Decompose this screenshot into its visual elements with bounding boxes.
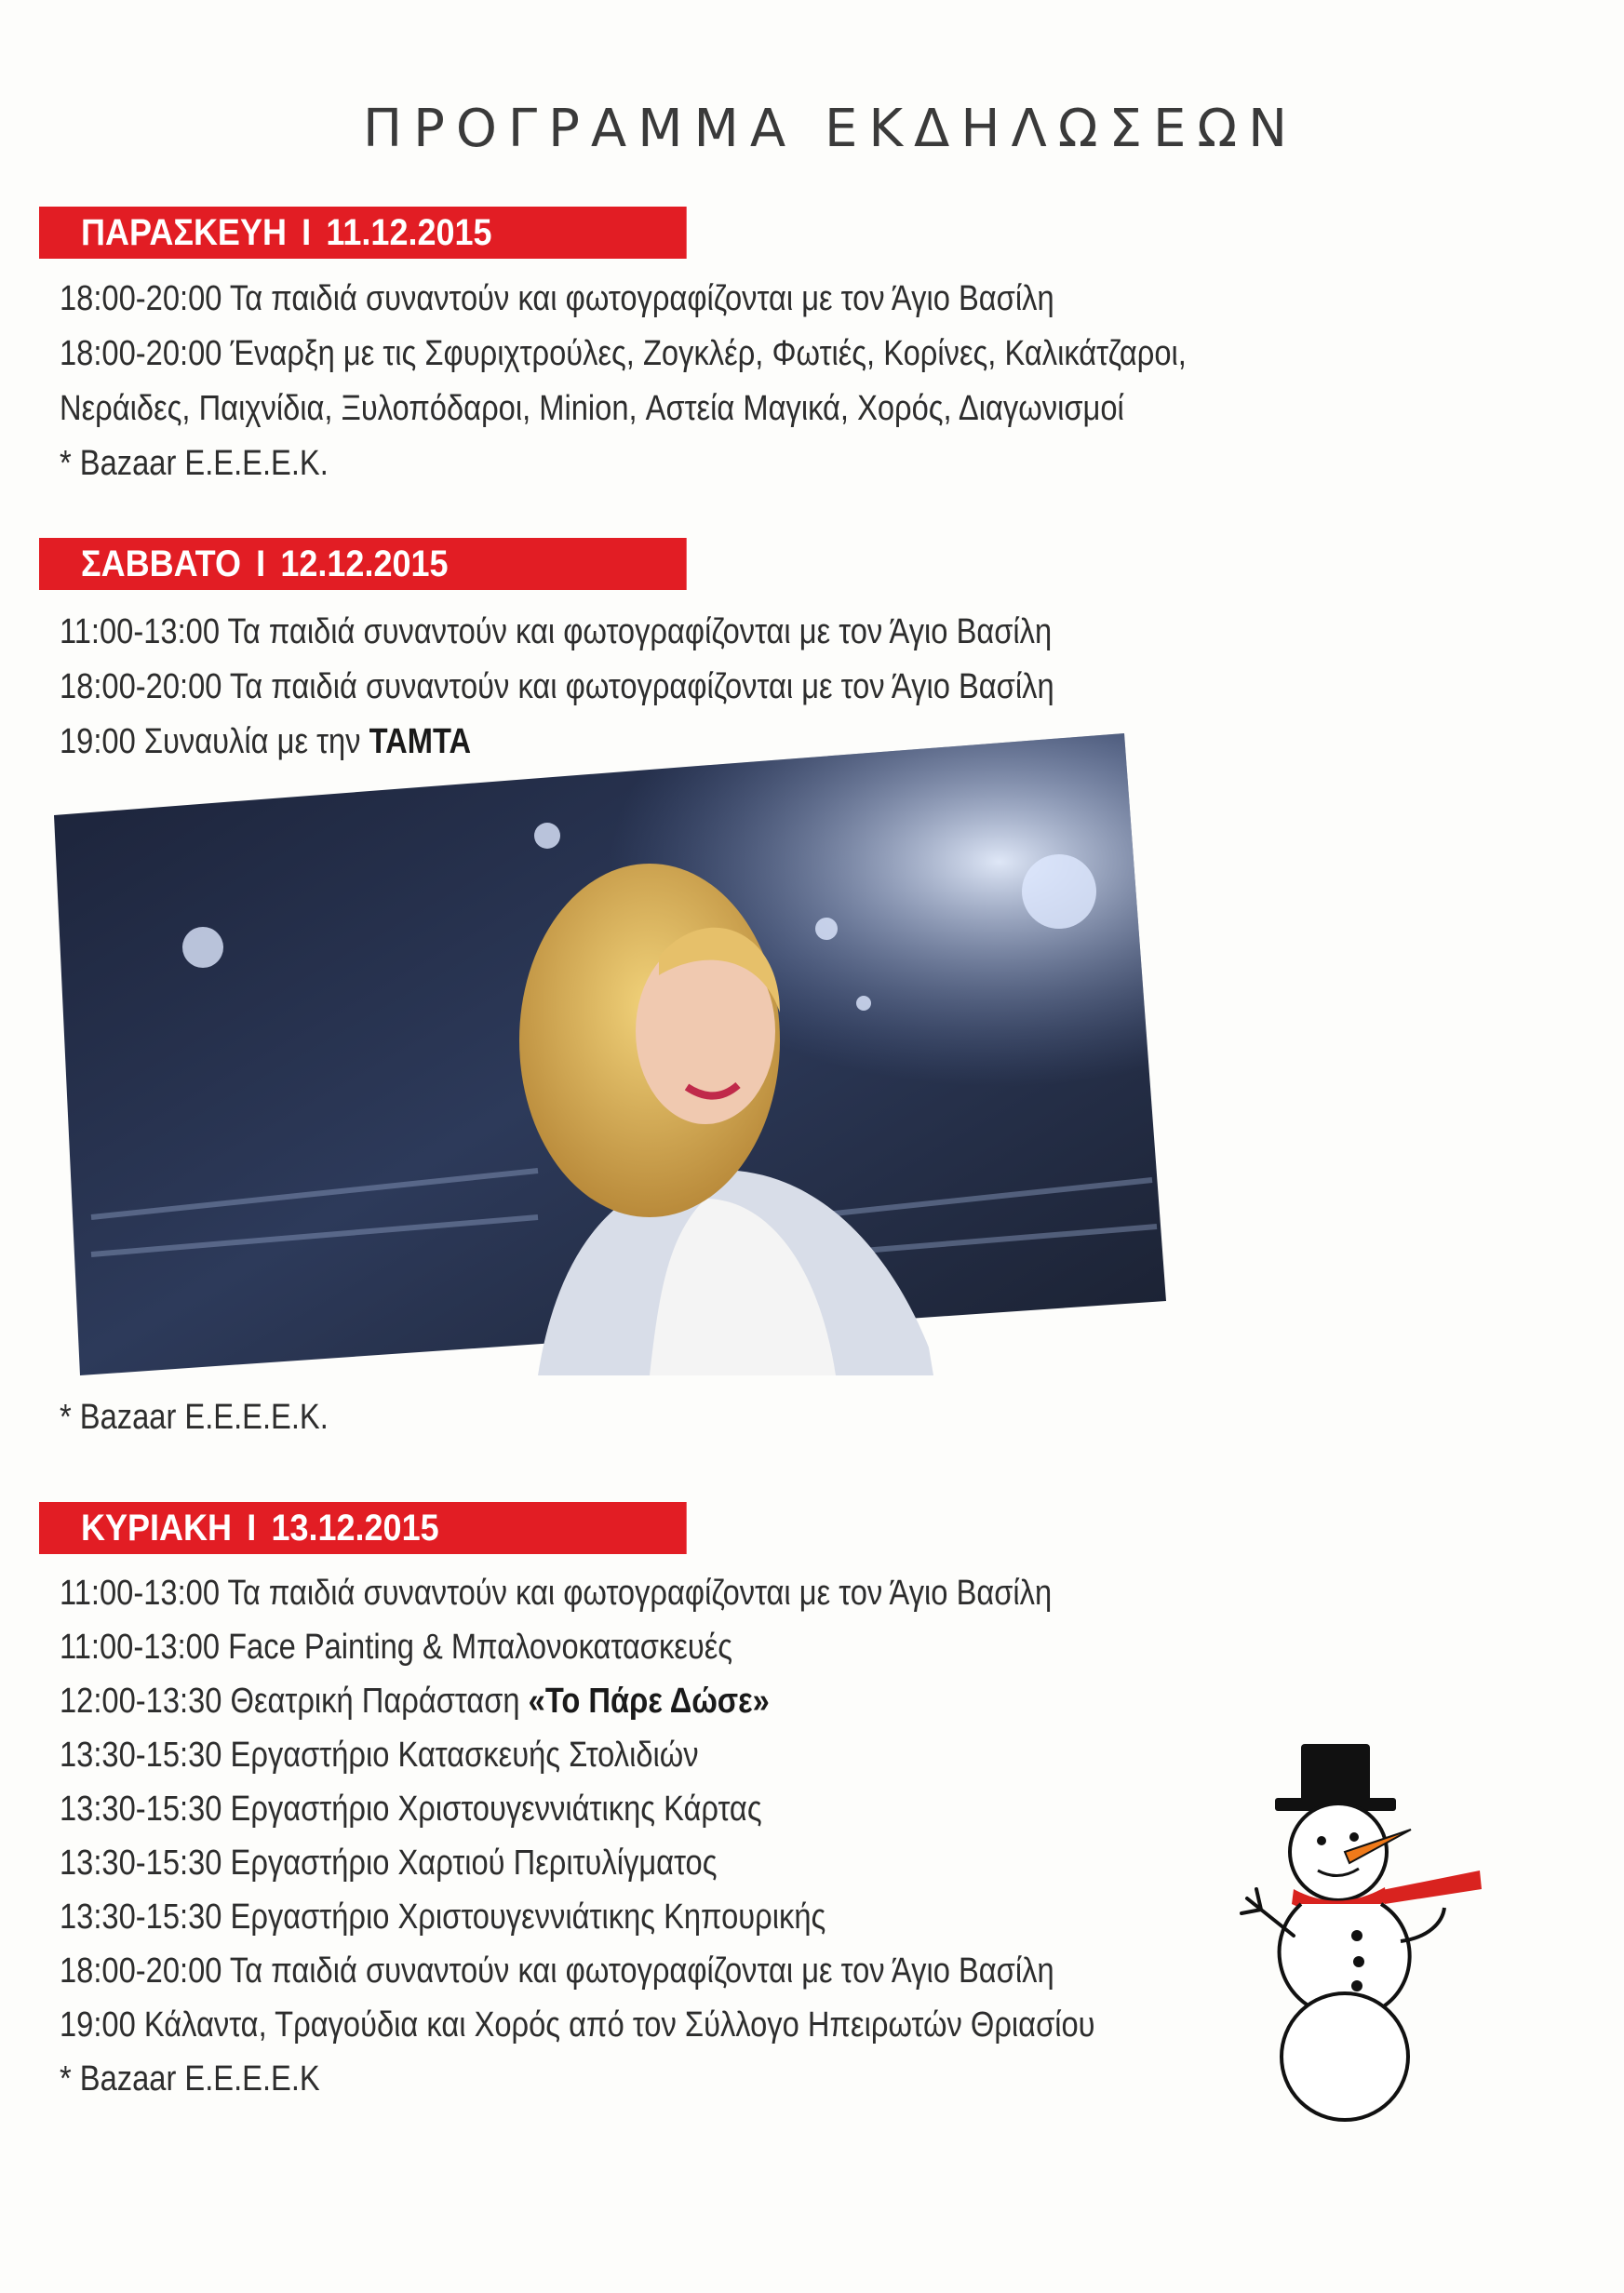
sunday-schedule [60,1566,1264,2106]
schedule-line: 18:00-20:00 Τα παιδιά συναντούν και φωτογραφίζονται με τον Άγιο Βασίλη [60,667,1054,706]
bazaar-note: * Bazaar Ε.Ε.Ε.Ε.Κ. [60,1398,329,1437]
friday-schedule [60,272,1370,491]
day-header-saturday [39,538,687,590]
day-name: ΚΥΡΙΑΚΗ [81,1508,233,1549]
day-name: ΠΑΡΑΣΚΕΥΗ [81,212,287,253]
day-date: 12.12.2015 [280,543,449,584]
day-separator: I [247,1508,257,1549]
schedule-line: 11:00-13:00 Τα παιδιά συναντούν και φωτογραφίζονται με τον Άγιο Βασίλη [60,612,1053,651]
bazaar-note: * Bazaar Ε.Ε.Ε.Ε.Κ. [60,444,329,483]
schedule-line: 18:00-20:00 Τα παιδιά συναντούν και φωτογραφίζονται με τον Άγιο Βασίλη [60,279,1054,318]
theatre-title: «Το Πάρε Δώσε» [528,1682,770,1721]
schedule-line: 13:30-15:30 Εργαστήριο Κατασκευής Στολιδιών [60,1736,699,1775]
snowman-graphic [1228,1731,1508,2122]
day-header-friday [39,207,687,259]
page-title: ΠΡΟΓΡΑΜΜΑ ΕΚΔΗΛΩΣΕΩΝ [362,99,1299,159]
theatre-line [60,1674,1095,1728]
day-separator: I [302,212,312,253]
day-header-sunday [39,1502,687,1554]
day-separator: I [256,543,266,584]
day-date: 13.12.2015 [271,1508,439,1549]
day-name: ΣΑΒΒΑΤΟ [81,543,241,584]
concert-artist: ΤΑΜΤΑ [369,722,472,761]
singer-photo [54,733,1166,1375]
concert-prefix: 19:00 Συναυλία με την [60,722,369,761]
schedule-line: 18:00-20:00 Τα παιδιά συναντούν και φωτογραφίζονται με τον Άγιο Βασίλη [60,1951,1054,1991]
day-date: 11.12.2015 [326,212,492,253]
theatre-prefix: 12:00-13:30 Θεατρική Παράσταση [60,1682,529,1721]
schedule-line: 11:00-13:00 Face Painting & Μπαλονοκατασκευές [60,1628,733,1667]
schedule-line: 13:30-15:30 Εργαστήριο Χαρτιού Περιτυλίγματος [60,1844,718,1883]
schedule-line: 18:00-20:00 Έναρξη με τις Σφυριχτρούλες, Ζογκλέρ, Φωτιές, Κορίνες, Καλικάτζαροι, [60,334,1187,373]
schedule-line: 13:30-15:30 Εργαστήριο Χριστουγεννιάτικης Κάρτας [60,1790,762,1829]
singer-photo-graphic [54,733,1166,1375]
schedule-line: 11:00-13:00 Τα παιδιά συναντούν και φωτογραφίζονται με τον Άγιο Βασίλη [60,1574,1053,1613]
schedule-line: Νεράιδες, Παιχνίδια, Ξυλοπόδαροι, Minion, Αστεία Μαγικά, Χορός, Διαγωνισμοί [60,389,1124,428]
bazaar-note: * Bazaar Ε.Ε.Ε.Ε.Κ [60,2059,320,2099]
snowman-icon [1228,1731,1508,2122]
schedule-line: 19:00 Κάλαντα, Τραγούδια και Χορός από τον Σύλλογο Ηπειρωτών Θριασίου [60,2005,1095,2045]
schedule-line: 13:30-15:30 Εργαστήριο Χριστουγεννιάτικης Κηπουρικής [60,1897,826,1937]
